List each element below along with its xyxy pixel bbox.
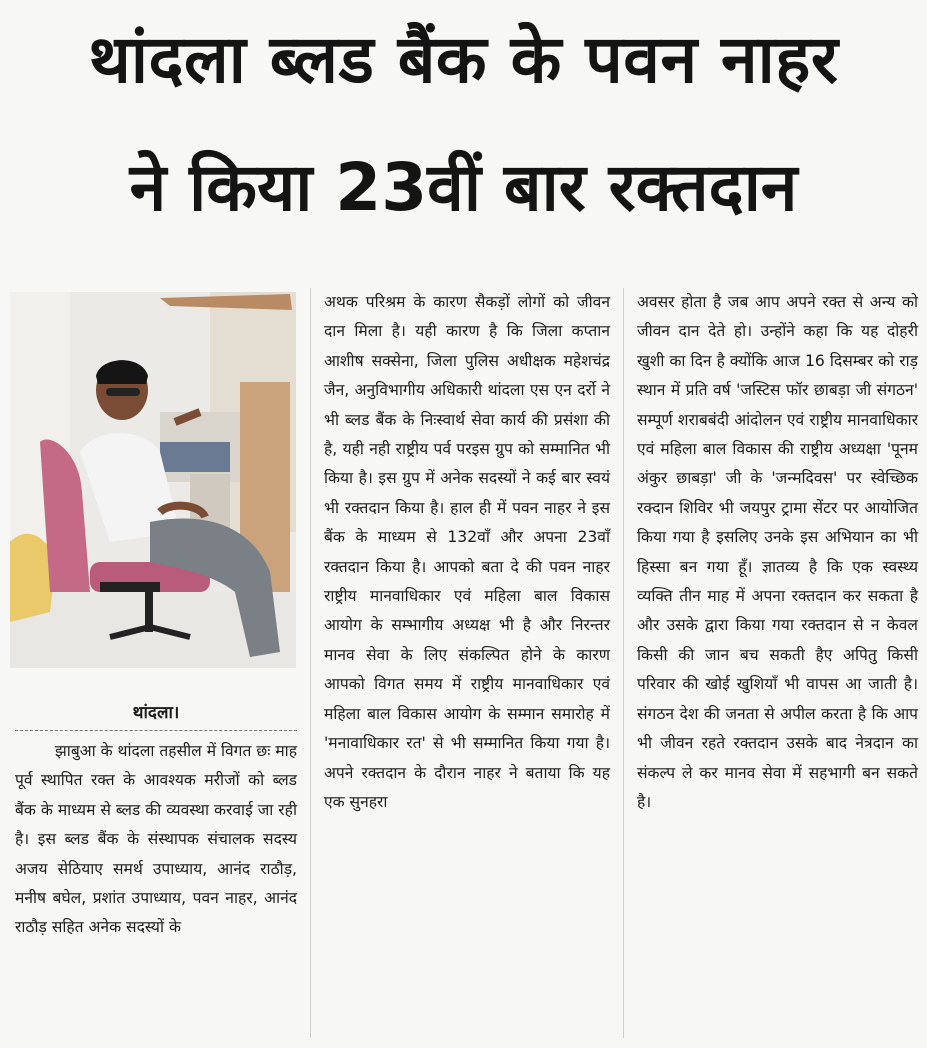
column-divider bbox=[623, 288, 624, 1038]
news-photo bbox=[10, 292, 296, 668]
article-column-2 bbox=[324, 288, 610, 817]
article-column-1 bbox=[15, 700, 297, 943]
column-1-text: झाबुआ के थांदला तहसील में विगत छः माह पूर्व स्थापित रक्त के आवश्यक मरीजों को ब्लड बैंक के माध्यम से ब्लड की व्यवस्था करवाई जा रही है। इस ब्लड बैंक के संस्थापक संचालक सदस्य अजय सेठियाए समर्थ उपाध्याय, आनंद राठौड़, मनीष बघेल, प्रशांत उपाध्याय, पवन नाहर, आनंद राठौड़ सहित अनेक सदस्यों के bbox=[15, 742, 297, 937]
column-2-text: अथक परिश्रम के कारण सैकड़ों लोगों को जीवन दान मिला है। यही कारण है कि जिला कप्तान आशीष सक्सेना, जिला पुलिस अधीक्षक महेशचंद्र जैन, अनुविभागीय अधिकारी थांदला एस एन दर्रो ने भी ब्लड बैंक के निःस्वार्थ सेवा कार्य की प्रसंशा की है, यही नही राष्ट्रीय पर्व परइस ग्रुप को सम्मानित भी किया है। इस ग्रुप में अनेक सदस्यों ने कई बार स्वयं भी रक्तदान किया है। हाल ही में पवन नाहर ने इस बैंक के माध्यम से 132वाँ और अपना 23वाँ रक्तदान किया है। आपको बता दे की पवन नाहर राष्ट्रीय मानवाधिकार एवं महिला बाल विकास आयोग के सम्भागीय अध्यक्ष भी है और निरन्तर मानव सेवा के लिए संकल्पित होने के कारण आपको विगत समय में राष्ट्रीय मानवाधिकार एवं महिला बाल विकास आयोग के सम्मान समारोह में 'मनावाधिकार रत' से भी सम्मानित किया गया है। अपने रक्तदान के दौरान नाहर ने बताया कि यह एक सुनहरा bbox=[324, 293, 610, 811]
column-divider bbox=[310, 288, 311, 1038]
article-column-3 bbox=[637, 288, 918, 817]
headline bbox=[0, 20, 927, 228]
column-3-text: अवसर होता है जब आप अपने रक्त से अन्य को जीवन दान देते हो। उन्होंने कहा कि यह दोहरी खुशी का दिन है क्योंकि आज 16 दिसम्बर को राड़ स्थान में प्रति वर्ष 'जस्टिस फॉर छाबड़ा जी संगठन' सम्पूर्ण शराबबंदी आंदोलन एवं राष्ट्रीय मानवाधिकार एवं महिला बाल विकास की राष्ट्रीय अध्यक्षा 'पूनम अंकुर छाबड़ा' जी के 'जन्मदिवस' पर स्वेच्छिक रक्दान शिविर भी जयपुर ट्रामा सेंटर पर आयोजित किया गया है इसलिए उनके इस अभियान का भी हिस्सा बन गया हूँ। ज्ञातव्य है कि एक स्वस्थ्य व्यक्ति तीन माह में अपना रक्तदान कर सकता है और उसके द्वारा किया गया रक्तदान से न केवल किसी की जान बच सकती हैए अपितु किसी परिवार की खोई खुशियाँ भी वापस आ जाती है। संगठन देश की जनता से अपील करता है कि आप भी जीवन रहते रक्तदान उसके बाद नेत्रदान का संकल्प ले कर मानव सेवा में सहभागी बन सकते है। bbox=[637, 293, 918, 811]
headline-line-1: थांदला ब्लड बैंक के पवन नाहर bbox=[88, 21, 839, 98]
dateline: थांदला। bbox=[15, 700, 297, 731]
headline-line-2: ने किया 23वीं बार रक्तदान bbox=[129, 149, 798, 226]
